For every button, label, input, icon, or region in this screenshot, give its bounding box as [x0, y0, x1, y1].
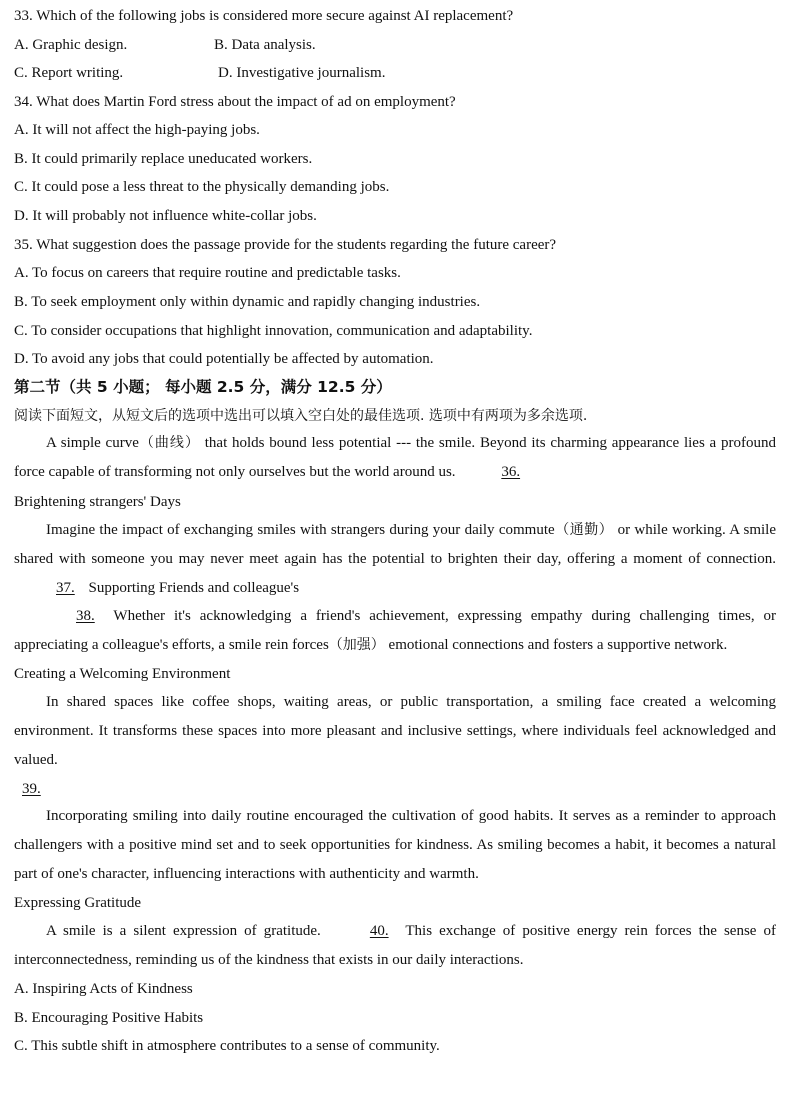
question-33-option-a: A. Graphic design. [14, 37, 128, 53]
answer-option-c: C. This subtle shift in atmosphere contributes to a sense of community. [14, 1038, 440, 1054]
blank-37: 37. [56, 580, 75, 596]
blank-40: 40. [369, 923, 389, 939]
question-33-options-row-1 [14, 35, 774, 55]
blank-38: 38. [76, 608, 95, 624]
passage-subheading-welcoming: Creating a Welcoming Environment [14, 666, 231, 682]
passage-paragraph-1 [14, 429, 776, 487]
question-33-option-b: B. Data analysis. [214, 37, 316, 53]
passage-subheading-supporting: Supporting Friends and colleague's [88, 580, 300, 596]
passage-subheading-brightening: Brightening strangers' Days [14, 494, 181, 510]
p6-text-b: This exchange of positive energy rein forces the sense of interconnectedness, reminding us of the kindness that exists in our daily interactions. [14, 923, 777, 968]
answer-option-a: A. Inspiring Acts of Kindness [14, 981, 193, 997]
p1-text-a: A simple curve [46, 435, 139, 451]
question-34-option-a: A. It will not affect the high-paying jobs. [14, 122, 260, 138]
question-35-stem: 35. What suggestion does the passage provide for the students regarding the future career? [14, 237, 557, 253]
question-33-stem: 33. Which of the following jobs is considered more secure against AI replacement? [14, 8, 514, 24]
passage-paragraph-4: In shared spaces like coffee shops, waiting areas, or public transportation, a smiling face created a welcoming environment. It transforms these spaces into more pleasant and inclusive settings, where individuals feel acknowledged and valued. [14, 694, 776, 768]
question-35-option-c: C. To consider occupations that highlight innovation, communication and adaptability. [14, 323, 533, 339]
question-34-option-d: D. It will probably not influence white-collar jobs. [14, 208, 317, 224]
p2-chinese-gloss: （通勤） [554, 522, 614, 538]
blank-39: 39. [22, 781, 41, 797]
question-33-option-d: D. Investigative journalism. [218, 65, 386, 81]
p2-text-b: or while working. A smile shared with someone you may never meet again has the potential to brighten their day, offering a moment of connection. [14, 522, 777, 567]
p1-chinese-gloss: （曲线） [138, 435, 200, 451]
passage-paragraph-5: Incorporating smiling into daily routine encouraged the cultivation of good habits. It serves as a reminder to approach challengers with a positive mind set and to seek opportunities for kindness. As smiling becomes a habit, it becomes a natural part of one's character, influencing interactions with authenticity and warmth. [14, 808, 776, 882]
passage-paragraph-6 [14, 917, 776, 975]
section-instruction: 阅读下面短文，从短文后的选项中选出可以填入空白处的最佳选项. 选项中有两项为多余选项. [14, 408, 588, 424]
question-33-options-row-2 [14, 63, 774, 83]
p2-text-a: Imagine the impact of exchanging smiles with strangers during your daily commute [46, 522, 555, 538]
question-33-option-c: C. Report writing. [14, 65, 124, 81]
question-34-stem: 34. What does Martin Ford stress about the impact of ad on employment? [14, 94, 456, 110]
section-heading: 第二节（共 5 小题； 每小题 2.5 分，满分 12.5 分） [14, 378, 392, 396]
p3-chinese-gloss: （加强） [328, 637, 385, 653]
blank-36: 36. [501, 464, 521, 480]
answer-option-b: B. Encouraging Positive Habits [14, 1010, 204, 1026]
question-35-option-d: D. To avoid any jobs that could potentially be affected by automation. [14, 351, 434, 367]
p3-text-b: emotional connections and fosters a supportive network. [384, 637, 728, 653]
question-34-option-c: C. It could pose a less threat to the physically demanding jobs. [14, 179, 390, 195]
question-34-option-b: B. It could primarily replace uneducated workers. [14, 151, 313, 167]
blank-39-line [12, 779, 788, 799]
p6-text-a: A smile is a silent expression of gratitude. [46, 923, 321, 939]
passage-paragraph-3 [14, 602, 776, 660]
question-35-option-a: A. To focus on careers that require routine and predictable tasks. [14, 265, 401, 281]
p1-text-b: that holds bound less potential --- the smile. Beyond its charming appearance lies a profound force capable of transforming not only ourselves but the world around us. [14, 435, 776, 480]
question-35-option-b: B. To seek employment only within dynamic and rapidly changing industries. [14, 294, 481, 310]
passage-subheading-gratitude: Expressing Gratitude [14, 895, 142, 911]
passage-paragraph-2 [14, 516, 776, 603]
p3-text-a: Whether it's acknowledging a friend's achievement, expressing empathy during challenging times, or appreciating a colleague's efforts, a smile rein forces [14, 608, 776, 653]
